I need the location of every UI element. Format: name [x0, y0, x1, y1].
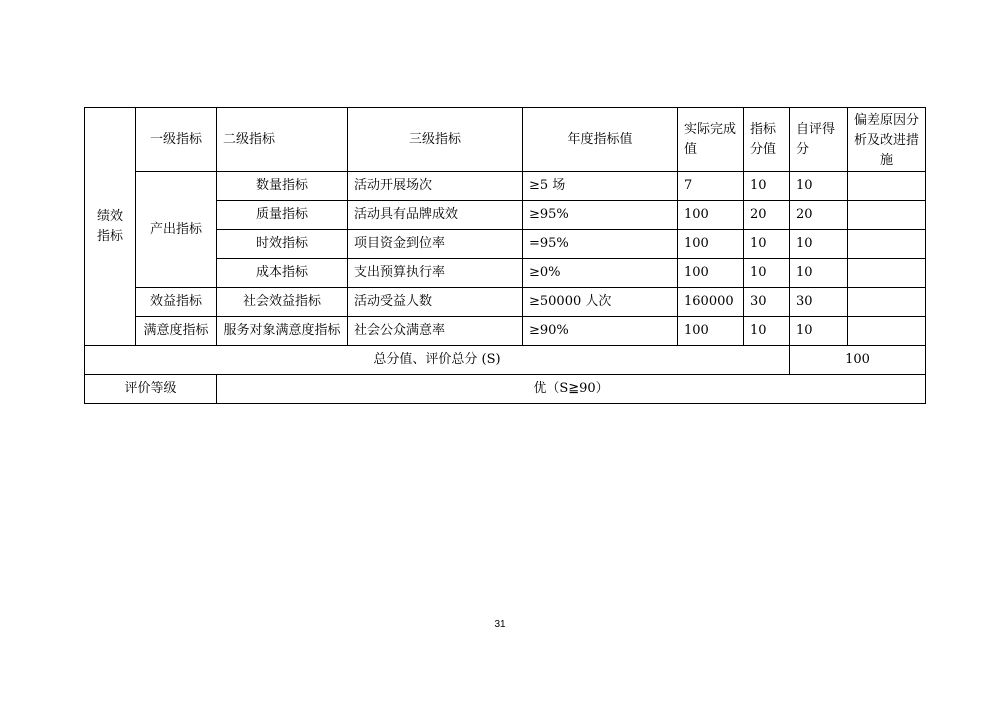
group-label: 绩效指标: [96, 208, 123, 244]
target-cell: =95%: [523, 230, 678, 259]
actual-cell: 160000: [678, 288, 744, 317]
actual-cell: 100: [678, 201, 744, 230]
weight-cell: 30: [744, 288, 790, 317]
rating-label: 评价等级: [85, 375, 217, 404]
target-cell: ≥95%: [523, 201, 678, 230]
header-self-score: 自评得分: [790, 108, 848, 172]
level1-cell: 产出指标: [136, 172, 217, 288]
self-score-cell: 10: [790, 317, 848, 346]
target-cell: ≥5 场: [523, 172, 678, 201]
self-score-cell: 20: [790, 201, 848, 230]
level1-cell: 效益指标: [136, 288, 217, 317]
header-level1: 一级指标: [136, 108, 217, 172]
self-score-cell: 30: [790, 288, 848, 317]
deviation-cell: [848, 230, 926, 259]
page-number: 31: [494, 619, 506, 630]
total-label: 总分值、评价总分 (S): [85, 346, 790, 375]
weight-cell: 10: [744, 172, 790, 201]
level2-cell: 时效指标: [217, 230, 348, 259]
header-level3: 三级指标: [348, 108, 523, 172]
self-score-cell: 10: [790, 259, 848, 288]
target-cell: ≥50000 人次: [523, 288, 678, 317]
header-target: 年度指标值: [523, 108, 678, 172]
table-row: [85, 172, 926, 201]
total-value: 100: [790, 346, 926, 375]
self-score-cell: 10: [790, 230, 848, 259]
weight-cell: 20: [744, 201, 790, 230]
deviation-cell: [848, 172, 926, 201]
level1-cell: 满意度指标: [136, 317, 217, 346]
header-actual: 实际完成值: [678, 108, 744, 172]
level2-cell: 社会效益指标: [217, 288, 348, 317]
performance-table: [84, 107, 926, 404]
rating-value: 优（S≧90）: [217, 375, 926, 404]
weight-cell: 10: [744, 259, 790, 288]
level3-cell: 活动开展场次: [348, 172, 523, 201]
table-row: [85, 317, 926, 346]
weight-cell: 10: [744, 230, 790, 259]
deviation-cell: [848, 288, 926, 317]
header-row: [85, 108, 926, 172]
level3-cell: 项目资金到位率: [348, 230, 523, 259]
total-row: [85, 346, 926, 375]
level2-cell: 服务对象满意度指标: [217, 317, 348, 346]
actual-cell: 100: [678, 259, 744, 288]
rating-row: [85, 375, 926, 404]
actual-cell: 100: [678, 230, 744, 259]
header-level2: 二级指标: [217, 108, 348, 172]
deviation-cell: [848, 259, 926, 288]
header-weight: 指标分值: [744, 108, 790, 172]
level2-cell: 质量指标: [217, 201, 348, 230]
self-score-cell: 10: [790, 172, 848, 201]
weight-cell: 10: [744, 317, 790, 346]
actual-cell: 7: [678, 172, 744, 201]
deviation-cell: [848, 201, 926, 230]
target-cell: ≥0%: [523, 259, 678, 288]
level3-cell: 社会公众满意率: [348, 317, 523, 346]
target-cell: ≥90%: [523, 317, 678, 346]
actual-cell: 100: [678, 317, 744, 346]
level2-cell: 数量指标: [217, 172, 348, 201]
level2-cell: 成本指标: [217, 259, 348, 288]
header-deviation: 偏差原因分析及改进措施: [848, 108, 926, 172]
level3-cell: 活动具有品牌成效: [348, 201, 523, 230]
level3-cell: 支出预算执行率: [348, 259, 523, 288]
group-label-cell: [85, 108, 136, 346]
level3-cell: 活动受益人数: [348, 288, 523, 317]
table-row: [85, 288, 926, 317]
deviation-cell: [848, 317, 926, 346]
